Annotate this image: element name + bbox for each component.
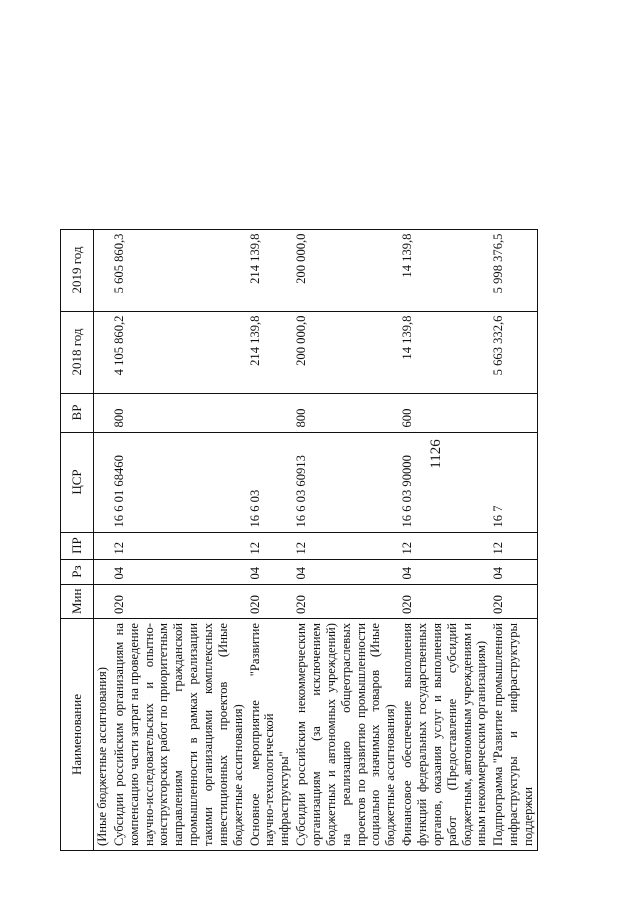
row-pr: 12 — [247, 532, 294, 559]
row-csr: 16 6 03 — [247, 432, 294, 532]
row-rz: 04 — [293, 559, 399, 584]
row-name: Финансовое обеспечение выполнения функций федеральных государственных органов, оказания услуг и выполнения работ (Предоставление субсидий бюджетным, автономным учреждениям и иным некоммерческим организациям) — [399, 619, 490, 851]
row-2019: 5 998 376,5 — [490, 229, 537, 311]
row-name: Основное мероприятие "Развитие научно-технологической инфраструктуры" — [247, 619, 294, 851]
row-rz: 04 — [399, 559, 490, 584]
header-min: Мин — [61, 584, 94, 618]
row-rz: 04 — [490, 559, 537, 584]
row-vr: 800 — [111, 393, 247, 432]
row-vr — [94, 393, 111, 432]
header-name: Наименование — [61, 619, 94, 851]
row-pr — [94, 532, 111, 559]
row-min: 020 — [399, 584, 490, 618]
header-rz: Рз — [61, 559, 94, 584]
row-vr — [247, 393, 294, 432]
row-2019: 5 605 860,3 — [111, 229, 247, 311]
header-csr: ЦСР — [61, 432, 94, 532]
table-row — [490, 229, 537, 850]
table-row — [247, 229, 294, 850]
row-name: Подпрограмма "Развитие промышленной инфраструктуры и инфраструктуры поддержки — [490, 619, 537, 851]
row-2018 — [94, 311, 111, 393]
table-row — [293, 229, 399, 850]
row-2018: 5 663 332,6 — [490, 311, 537, 393]
row-min — [94, 584, 111, 618]
row-csr — [94, 432, 111, 532]
row-csr: 16 6 03 60913 — [293, 432, 399, 532]
row-min: 020 — [247, 584, 294, 618]
row-min: 020 — [490, 584, 537, 618]
page-number: 1126 — [428, 439, 444, 469]
row-2019: 200 000,0 — [293, 229, 399, 311]
row-2018: 14 139,8 — [399, 311, 490, 393]
row-2018: 4 105 860,2 — [111, 311, 247, 393]
row-vr — [490, 393, 537, 432]
row-2018: 214 139,8 — [247, 311, 294, 393]
row-min: 020 — [111, 584, 247, 618]
header-vr: ВР — [61, 393, 94, 432]
row-name: Субсидии российским некоммерческим организациям (за исключением бюджетных и автономных учреждений) на реализацию общеотраслевых проектов по развитию промышленности социально значимых товаров (Иные бюджетные ассигнования) — [293, 619, 399, 851]
row-vr: 800 — [293, 393, 399, 432]
table-row — [399, 229, 490, 850]
row-csr: 16 6 03 90000 — [399, 432, 490, 532]
budget-table — [60, 229, 538, 851]
header-pr: ПР — [61, 532, 94, 559]
row-rz — [94, 559, 111, 584]
row-rz: 04 — [247, 559, 294, 584]
row-vr: 600 — [399, 393, 490, 432]
row-name: (Иные бюджетные ассигнования) — [94, 619, 111, 851]
header-2018: 2018 год — [61, 311, 94, 393]
row-csr: 16 7 — [490, 432, 537, 532]
row-2019 — [94, 229, 111, 311]
row-2019: 214 139,8 — [247, 229, 294, 311]
row-pr: 12 — [111, 532, 247, 559]
table-row — [111, 229, 247, 850]
row-pr: 12 — [293, 532, 399, 559]
row-pr: 12 — [490, 532, 537, 559]
header-2019: 2019 год — [61, 229, 94, 311]
row-rz: 04 — [111, 559, 247, 584]
table-header-row — [61, 229, 94, 850]
table-row — [94, 229, 111, 850]
row-2018: 200 000,0 — [293, 311, 399, 393]
row-csr: 16 6 01 68460 — [111, 432, 247, 532]
row-min: 020 — [293, 584, 399, 618]
row-2019: 14 139,8 — [399, 229, 490, 311]
row-name: Субсидии российским организациям на компенсацию части затрат на проведение научно-исследовательских и опытно-конструкторских работ по приоритетным направлениям гражданской промышленности в рамках реализации такими организациями комплексных инвестиционных проектов (Иные бюджетные ассигнования) — [111, 619, 247, 851]
row-pr: 12 — [399, 532, 490, 559]
